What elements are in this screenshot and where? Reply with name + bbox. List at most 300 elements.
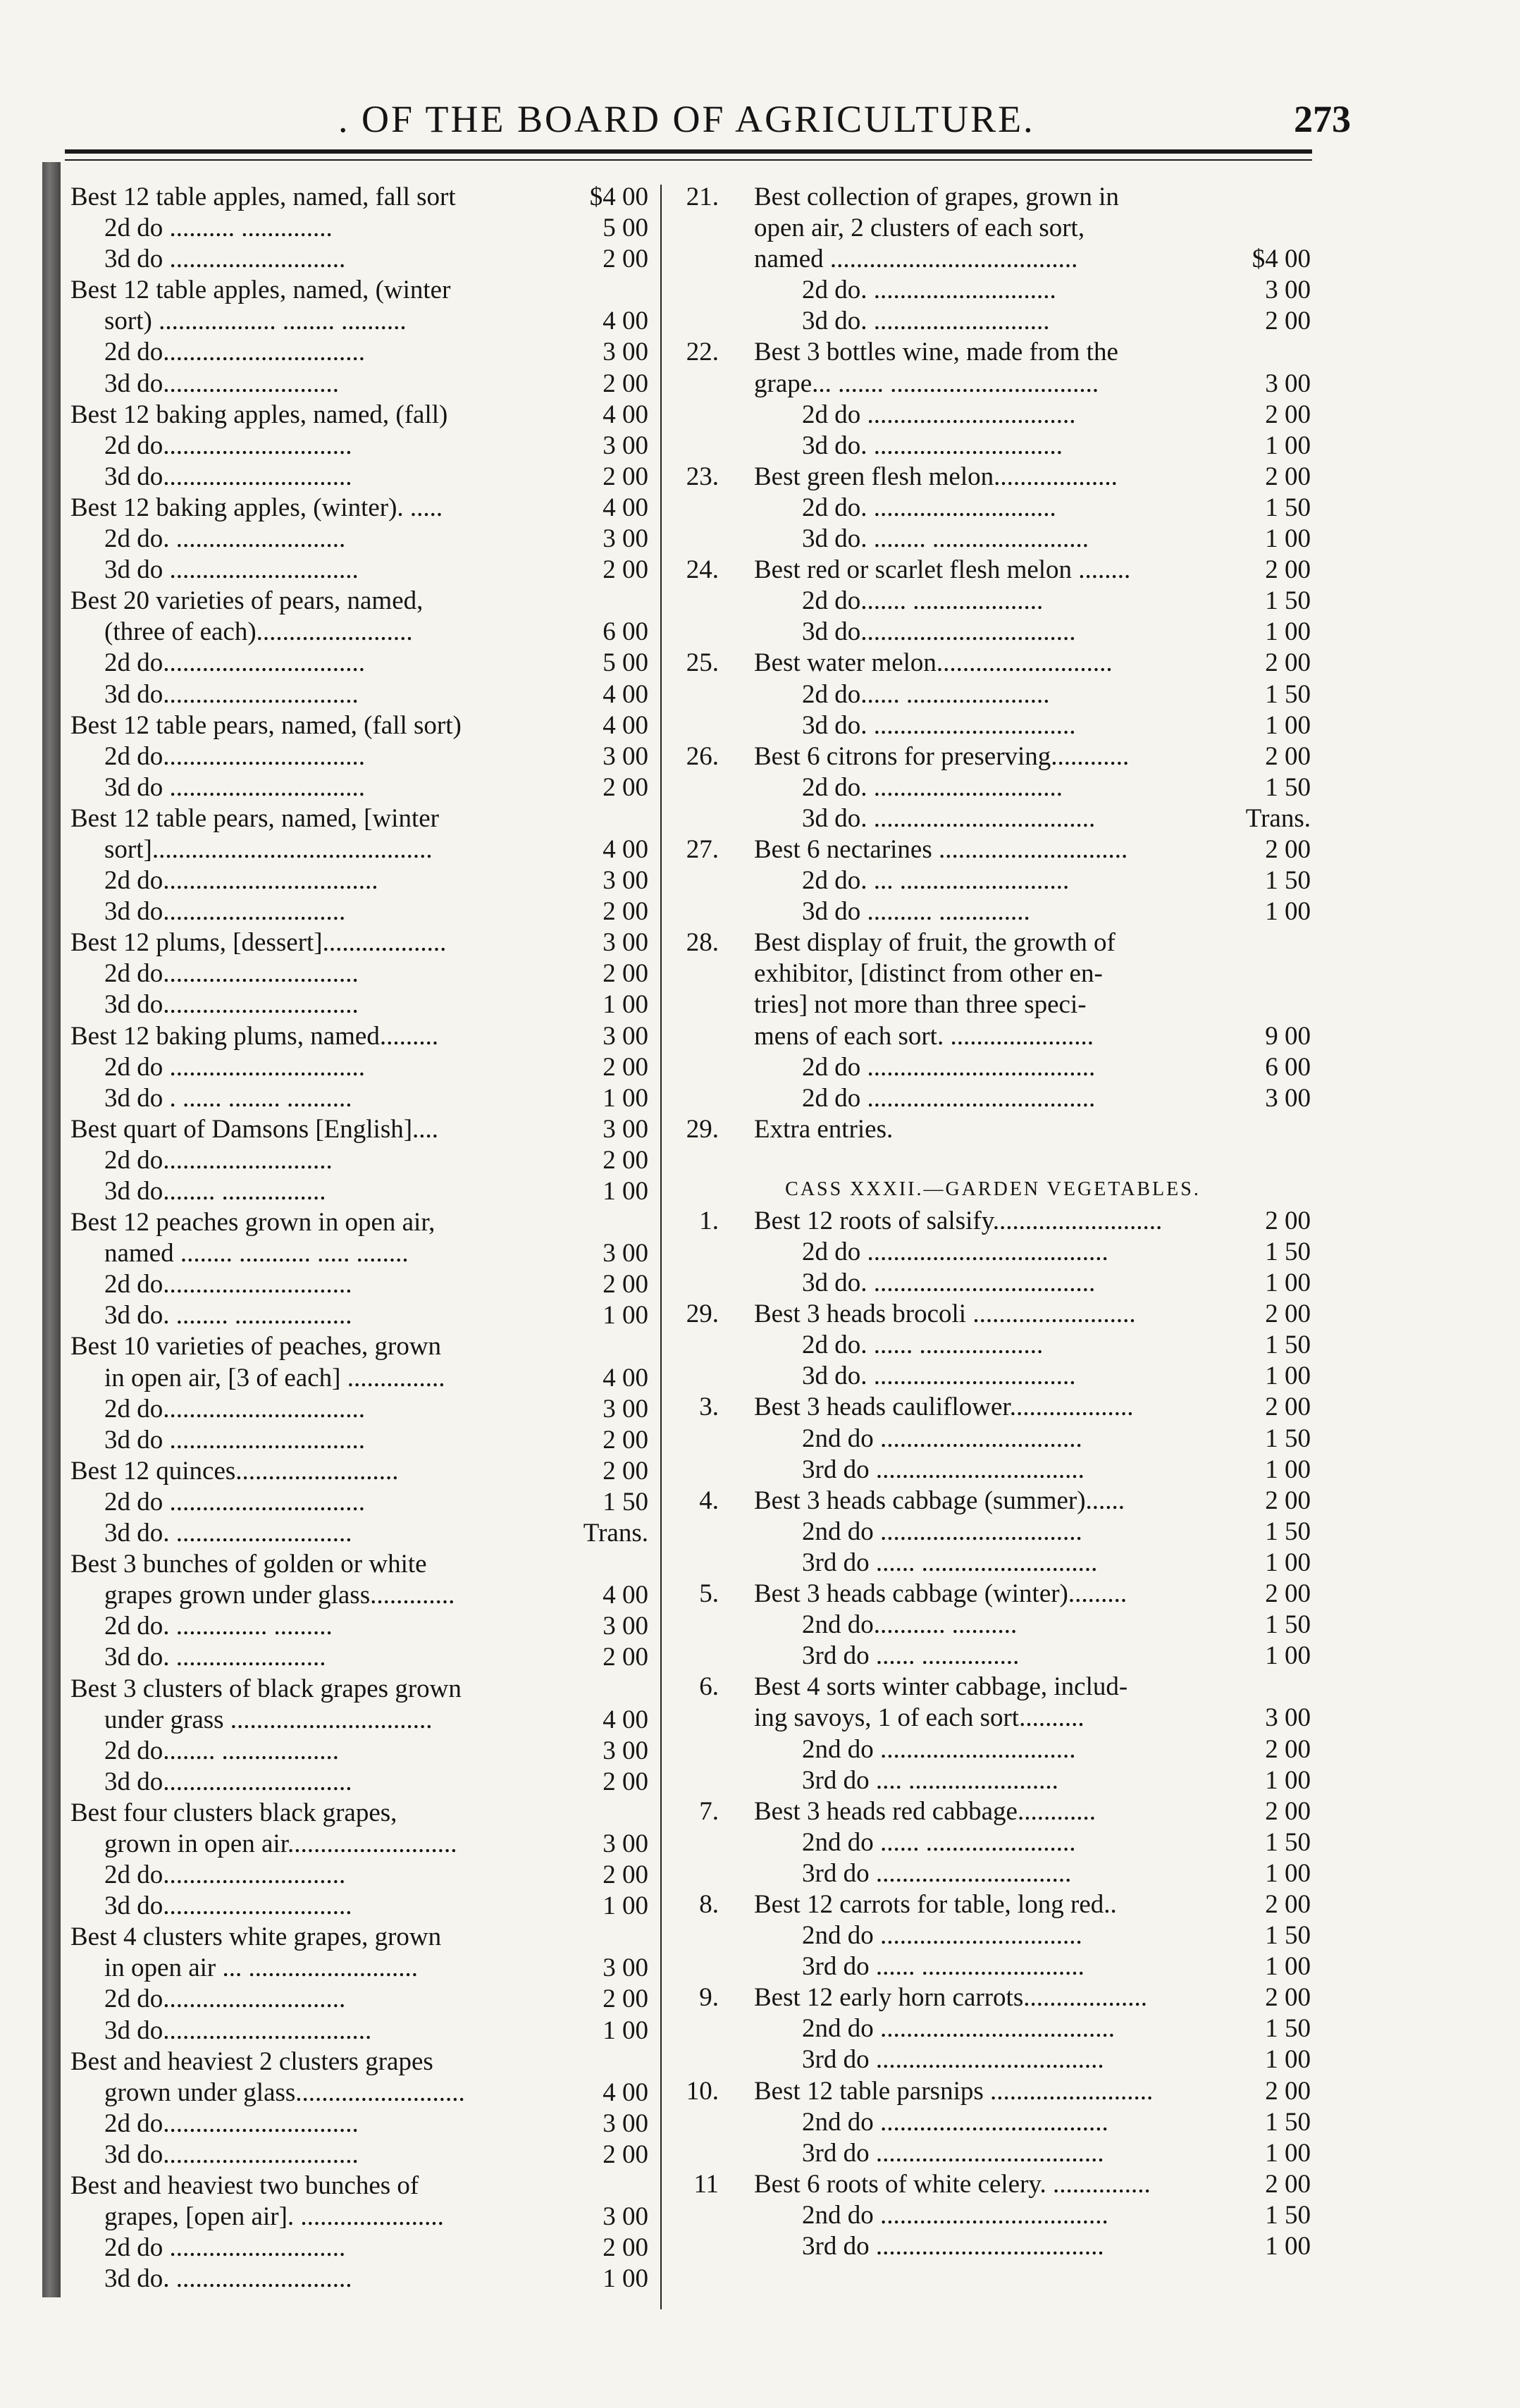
premium-amount: 4 00 [603,493,648,522]
list-item [675,213,1311,244]
item-text: grapes grown under glass............. [104,1581,455,1610]
item-text: named ...................................... [754,245,1078,274]
item-text: 3d do. ............................... [802,710,1076,740]
header-rule [65,149,1312,154]
list-item [675,244,1311,275]
premium-amount: 2 00 [603,959,648,989]
premium-amount: 1 00 [603,990,648,1020]
item-text: 2d do. ............................ [802,493,1056,522]
item-text: 2nd do .............................. [802,1734,1076,1764]
item-text: ing savoys, 1 of each sort.......... [754,1703,1085,1733]
item-number: 29. [686,1299,719,1329]
fruit-list-continued [675,182,1311,1145]
list-item [70,1891,654,1922]
list-item [70,493,654,524]
column-divider [660,185,662,2309]
item-text: Best 12 early horn carrots................... [754,1983,1147,2013]
list-item [675,2169,1311,2200]
list-item [675,1579,1311,1610]
premium-amount: 1 00 [1265,1455,1311,1484]
list-item [70,958,654,989]
item-text: Best 3 clusters of black grapes grown [70,1674,462,1703]
premium-amount: 3 00 [603,338,648,367]
premium-amount: 2 00 [603,245,648,274]
item-number: 3. [699,1393,719,1422]
list-item [675,275,1311,306]
list-item [70,772,654,803]
item-text: 3d do ........................... [104,245,346,274]
header-rule-thin [65,159,1312,161]
item-text: Best 12 table apples, named, fall sort [70,183,456,211]
item-text: 3d do.............................. [104,2140,359,2169]
item-text: Best 6 roots of white celery. ............... [754,2169,1151,2199]
list-item [675,1206,1311,1237]
item-text: Best 6 nectarines ............................. [754,834,1128,864]
item-text: 3rd do ................................... [802,2045,1104,2075]
premium-amount: 3 00 [603,524,648,554]
item-text: grapes, [open air]. ...................... [104,2202,444,2232]
item-text: 3d do. ........................... [802,307,1050,336]
item-text: 3d do ............................. [104,555,359,585]
list-item [70,2046,654,2077]
list-item [70,1300,654,1331]
premium-amount: 2 00 [1265,1579,1311,1609]
premium-amount: 2 00 [603,1425,648,1455]
list-item [70,1767,654,1798]
item-number: 7. [699,1796,719,1826]
list-item [70,1953,654,1984]
item-text: 3d do................................ [104,2015,372,2045]
list-item [675,1765,1311,1796]
item-text: Best 12 carrots for table, long red.. [754,1889,1117,1919]
premium-amount: 1 00 [1265,897,1311,927]
item-text: 3d do........ ................ [104,1177,326,1206]
item-text: 3rd do .... ....................... [802,1765,1058,1795]
premium-amount: 1 50 [1265,1921,1311,1951]
list-item [70,2108,654,2140]
list-item [70,927,654,958]
premium-amount: 3 00 [603,928,648,958]
premium-amount: 5 00 [603,214,648,243]
list-item [70,1518,654,1549]
list-item [70,1114,654,1145]
item-text: grape... ....... ................................ [754,369,1099,398]
item-text: 3d do. ........................... [104,1519,352,1548]
right-column [675,182,1311,2262]
item-text: 3d do............................. [104,1767,352,1796]
premium-amount: 2 00 [603,2140,648,2169]
item-text: 2d do ........................... [104,2233,346,2263]
list-item [70,989,654,1020]
list-item [70,896,654,927]
premium-amount: $4 00 [1252,245,1311,274]
premium-amount: 2 00 [603,1643,648,1672]
item-text: Best 10 varieties of peaches, grown [70,1332,442,1362]
item-number: 11 [693,2169,719,2199]
item-text: open air, 2 clusters of each sort, [754,214,1085,243]
premium-amount: 4 00 [603,400,648,429]
list-item [70,1984,654,2015]
list-item [675,1672,1311,1703]
list-item [675,1796,1311,1827]
premium-amount: 1 00 [603,2015,648,2045]
list-item [70,1487,654,1518]
list-item [675,1361,1311,1392]
page-number: 273 [1294,98,1351,140]
item-text: 2d do....... .................... [802,586,1044,616]
item-number: 21. [686,183,719,211]
item-text: 3d do .............................. [104,772,365,802]
item-text: Best 12 baking apples, (winter). ..... [70,493,443,522]
premium-amount: 3 00 [1265,276,1311,305]
item-text: Best 4 sorts winter cabbage, includ- [754,1672,1128,1702]
premium-amount: 2 00 [1265,1393,1311,1422]
item-text: 3d do.............................. [104,990,359,1020]
premium-amount: 4 00 [603,2077,648,2107]
list-item [70,1207,654,1238]
list-item [675,1114,1311,1145]
list-item [675,2044,1311,2075]
list-item [675,1951,1311,1982]
item-text: 2d do............................ [104,1860,346,1890]
list-item [70,2171,654,2202]
premium-amount: 1 50 [1265,586,1311,616]
premium-amount: 2 00 [1265,462,1311,491]
list-item [675,586,1311,617]
list-item [70,2233,654,2264]
premium-amount: 3 00 [603,2108,648,2138]
premium-amount: 1 00 [1265,710,1311,740]
premium-amount: 4 00 [603,834,648,864]
premium-amount: 2 00 [1265,1299,1311,1329]
item-number: 8. [699,1889,719,1919]
item-number: 29. [686,1114,719,1144]
premium-amount: 4 00 [603,679,648,709]
list-item [70,1705,654,1736]
page-header [0,90,1520,154]
list-item [675,2200,1311,2231]
item-text: 3d do........................... [104,369,339,398]
list-item [675,1703,1311,1734]
list-item [70,213,654,244]
list-item [675,710,1311,741]
list-item [70,1052,654,1083]
premium-amount: 4 00 [603,1705,648,1734]
list-item [675,337,1311,368]
list-item [675,648,1311,679]
item-text: Best collection of grapes, grown in [754,183,1119,211]
item-text: 2d do. .............. ......... [104,1612,333,1641]
list-item [675,2076,1311,2107]
list-item [675,431,1311,462]
item-text: (three of each)........................ [104,617,413,647]
premium-amount: 2 00 [603,1984,648,2014]
item-text: Best 12 peaches grown in open air, [70,1208,435,1237]
item-number: 5. [699,1579,719,1609]
item-number: 25. [686,648,719,678]
list-item [675,1052,1311,1083]
item-number: 6. [699,1672,719,1702]
premium-amount: 3 00 [1265,1703,1311,1733]
premium-amount: 1 00 [1265,524,1311,554]
item-text: in open air, [3 of each] ............... [104,1363,445,1393]
item-text: 3rd do ...... ......................... [802,1952,1085,1982]
premium-amount: 2 00 [1265,400,1311,429]
list-item [675,1641,1311,1672]
premium-amount: 2 00 [1265,1486,1311,1515]
premium-amount: 1 00 [603,2264,648,2294]
item-text: Extra entries. [754,1114,894,1144]
list-item [70,679,654,710]
premium-amount: 3 00 [603,741,648,771]
premium-amount: 3 00 [1265,369,1311,398]
premium-amount: 2 00 [1265,834,1311,864]
list-item [675,1021,1311,1052]
premium-amount: 1 00 [1265,431,1311,460]
premium-amount: 2 00 [603,1145,648,1175]
premium-amount: 1 50 [603,1487,648,1517]
item-text: 3d do............................ [104,897,346,927]
list-item [675,1083,1311,1114]
list-item [70,1922,654,1953]
list-item [70,1829,654,1860]
premium-amount: 2 00 [603,1767,648,1796]
item-text: 3rd do ...... ............... [802,1641,1020,1671]
list-item [70,555,654,586]
list-item [675,462,1311,493]
item-text: 2nd do ............................... [802,1517,1082,1546]
item-text: 3d do. .................................. [802,803,1096,833]
item-text: Best 12 plums, [dessert]................... [70,928,447,958]
item-text: Best 3 heads cauliflower................... [754,1393,1134,1422]
item-text: Best green flesh melon................... [754,462,1118,491]
item-text: 2d do.............................. [104,2108,359,2138]
item-text: 2d do................................. [104,866,378,896]
garden-vegetables-list [675,1206,1311,2262]
list-item [675,834,1311,865]
item-text: 2nd do ...... ....................... [802,1827,1076,1857]
list-item [675,2138,1311,2169]
item-text: Best 3 heads cabbage (winter)......... [754,1579,1127,1609]
list-item [70,741,654,772]
premium-amount: 2 00 [603,897,648,927]
premium-amount: 2 00 [1265,555,1311,585]
premium-amount: 2 00 [1265,1889,1311,1919]
list-item [70,586,654,617]
item-number: 10. [686,2076,719,2106]
premium-amount: 5 00 [603,648,648,678]
list-item [70,1674,654,1705]
list-item [675,1548,1311,1579]
list-item [70,1269,654,1300]
premium-amount: 3 00 [603,1736,648,1765]
list-item [70,1331,654,1362]
item-text: 2d do............................... [104,648,365,678]
premium-amount: 2 00 [1265,307,1311,336]
left-column [70,182,654,2295]
item-text: 3d do. ............................. [802,431,1063,460]
list-item [70,2264,654,2295]
item-text: exhibitor, [distinct from other en- [754,959,1103,989]
item-text: 3d do. ....................... [104,1643,326,1672]
list-item [675,306,1311,337]
item-text: Best 3 heads cabbage (summer)...... [754,1486,1125,1515]
premium-amount: 3 00 [603,431,648,460]
premium-amount: 1 00 [1265,1362,1311,1391]
premium-amount: 3 00 [603,2202,648,2232]
section-heading: CASS XXXII.—GARDEN VEGETABLES. [785,1178,1201,1200]
item-text: Best 3 heads red cabbage............ [754,1796,1096,1826]
item-text: Best 3 heads brocoli ......................... [754,1299,1136,1329]
list-item [70,865,654,896]
list-item [675,927,1311,958]
item-text: 3d do.............................. [104,679,359,709]
item-text: 3rd do ...... ........................... [802,1548,1098,1577]
premium-amount: 2 00 [1265,1734,1311,1764]
list-item [70,182,654,213]
premium-amount: 1 00 [603,1083,648,1113]
premium-amount: 2 00 [603,1860,648,1890]
item-text: tries] not more than three speci- [754,990,1087,1020]
list-item [675,1889,1311,1920]
list-item [675,1424,1311,1455]
list-item [70,369,654,400]
list-item [675,2231,1311,2262]
item-text: Best 12 baking plums, named......... [70,1021,439,1051]
list-item [675,865,1311,896]
list-item [70,2077,654,2108]
item-text: 2d do .............................. [104,1052,365,1082]
premium-amount: 6 00 [603,617,648,647]
premium-amount: 2 00 [603,1270,648,1299]
item-text: Best 3 bottles wine, made from the [754,338,1118,367]
list-item [675,1299,1311,1330]
list-item [70,1425,654,1456]
list-item [70,1238,654,1269]
list-item [70,1860,654,1891]
list-item [70,1456,654,1487]
premium-amount: 3 00 [603,1114,648,1144]
list-item [675,524,1311,555]
item-number: 23. [686,462,719,491]
list-item [70,803,654,834]
premium-amount: 1 00 [1265,1952,1311,1982]
list-item [70,1083,654,1114]
list-item [675,1610,1311,1641]
page-binding-edge [42,162,61,2297]
item-text: 3rd do ................................ [802,1455,1085,1484]
premium-amount: 1 50 [1265,866,1311,896]
item-number: 24. [686,555,719,585]
premium-amount: 4 00 [603,1581,648,1610]
list-item [70,337,654,368]
item-text: Best and heaviest 2 clusters grapes [70,2046,433,2076]
item-text: 2d do. ... .......................... [802,866,1070,896]
premium-amount: 1 00 [603,1301,648,1330]
premium-amount: 1 50 [1265,679,1311,709]
premium-amount: 6 00 [1265,1052,1311,1082]
item-text: 2d do........ .................. [104,1736,339,1765]
item-text: grown in open air.......................... [104,1829,457,1858]
item-text: 2nd do .................................... [802,2014,1115,2044]
list-item [70,275,654,306]
list-item [675,772,1311,803]
item-text: 3d do............................. [104,1891,352,1921]
list-item [70,1176,654,1207]
list-item [70,431,654,462]
premium-amount: 2 00 [1265,2169,1311,2199]
premium-amount: 1 00 [1265,2138,1311,2168]
item-text: under grass ............................... [104,1705,433,1734]
item-text: 3d do................................. [802,617,1076,647]
item-text: 2nd do ............................... [802,1921,1082,1951]
item-text: Best red or scarlet flesh melon ........ [754,555,1131,585]
item-text: 3d do. ........ .................. [104,1301,352,1330]
item-text: 2d do.......................... [104,1145,333,1175]
list-item [675,555,1311,586]
premium-amount: 1 00 [1265,617,1311,647]
list-item [675,1734,1311,1765]
list-item [70,1611,654,1642]
item-text: 2nd do ............................... [802,1424,1082,1453]
item-text: 3d do. ............................... [802,1362,1076,1391]
item-text: Best 12 baking apples, named, (fall) [70,400,448,429]
item-text: Best 12 table pears, named, (fall sort) [70,710,462,740]
item-text: 2d do ..................................... [802,1237,1108,1266]
item-text: grown under glass.......................... [104,2077,465,2107]
list-item [70,834,654,865]
item-text: 2d do. ...... ................... [802,1330,1044,1360]
item-text: 2d do. .......................... [104,524,346,554]
premium-amount: 2 00 [603,462,648,491]
item-text: Best quart of Damsons [English].... [70,1114,439,1144]
list-item [70,2140,654,2171]
list-item [70,648,654,679]
item-text: Best 12 quinces......................... [70,1456,399,1486]
premium-amount: 3 00 [603,1394,648,1424]
premium-amount: 1 50 [1265,1827,1311,1857]
list-item [70,1021,654,1052]
list-item [675,958,1311,989]
item-text: 3rd do ................................... [802,2138,1104,2168]
item-text: 2d do ................................... [802,1083,1096,1113]
premium-amount: 2 00 [603,555,648,585]
premium-amount: Trans. [1245,803,1311,833]
premium-amount: Trans. [583,1519,648,1548]
list-item [70,1580,654,1611]
list-item [70,1145,654,1176]
list-item [675,1920,1311,1951]
item-text: sort]........................................... [104,834,433,864]
premium-amount: 1 50 [1265,2014,1311,2044]
premium-amount: 3 00 [603,866,648,896]
list-item [675,679,1311,710]
premium-amount: 1 50 [1265,2200,1311,2230]
premium-amount: 2 00 [1265,741,1311,771]
item-text: 3rd do .............................. [802,1858,1072,1888]
premium-amount: 1 00 [1265,2045,1311,2075]
item-text: Best 12 roots of salsify.......................... [754,1206,1163,1235]
item-text: 3d do............................. [104,462,352,491]
item-text: 2d do ................................ [802,400,1076,429]
list-item [675,1858,1311,1889]
list-item [70,1363,654,1394]
premium-amount: 3 00 [603,1612,648,1641]
list-item [70,306,654,337]
list-item [70,1736,654,1767]
list-item [70,710,654,741]
item-text: 2d do. ............................. [802,772,1063,802]
